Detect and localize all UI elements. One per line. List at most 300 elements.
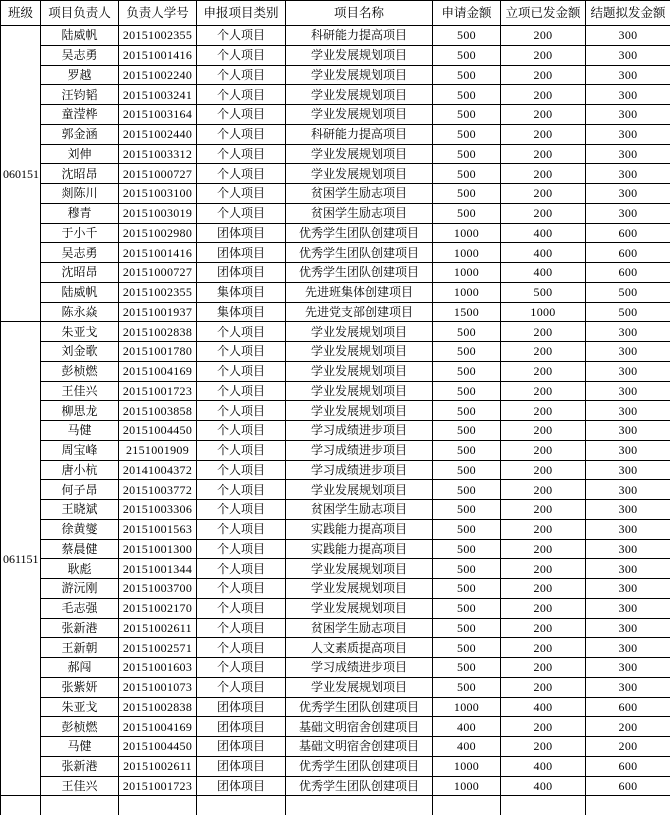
project-name-cell: 学业发展规划项目 — [286, 677, 433, 697]
category-cell: 个人项目 — [197, 500, 286, 520]
project-name-cell: 科研能力提高项目 — [286, 124, 433, 144]
final-amount-cell: 600 — [586, 697, 670, 717]
category-cell: 个人项目 — [197, 559, 286, 579]
table-row — [1, 519, 670, 539]
column-header-class: 班级 — [1, 1, 41, 26]
applied-amount-cell: 1500 — [433, 302, 501, 322]
table-row — [1, 124, 670, 144]
project-name-cell: 优秀学生团队创建项目 — [286, 697, 433, 717]
category-cell: 个人项目 — [197, 677, 286, 697]
final-amount-cell: 300 — [586, 124, 670, 144]
project-name-cell: 学业发展规划项目 — [286, 105, 433, 125]
project-name-cell: 实践能力提高项目 — [286, 539, 433, 559]
final-amount-cell: 300 — [586, 638, 670, 658]
project-name-cell: 学业发展规划项目 — [286, 65, 433, 85]
table-row — [1, 45, 670, 65]
issued-amount-cell: 400 — [501, 223, 586, 243]
student-id-cell: 20151000727 — [119, 263, 197, 283]
table-row — [1, 184, 670, 204]
applied-amount-cell: 1000 — [433, 697, 501, 717]
leader-cell: 朱亚戈 — [41, 322, 119, 342]
project-name-cell: 优秀学生团队创建项目 — [286, 776, 433, 796]
applied-amount-cell: 500 — [433, 638, 501, 658]
final-amount-cell: 300 — [586, 500, 670, 520]
applied-amount-cell: 500 — [433, 539, 501, 559]
student-id-cell: 20151000727 — [119, 164, 197, 184]
student-id-cell: 20151002571 — [119, 638, 197, 658]
applied-amount-cell: 500 — [433, 401, 501, 421]
student-id-cell: 20151004169 — [119, 361, 197, 381]
table-row — [1, 539, 670, 559]
class-cell: 060151 — [1, 26, 41, 322]
applied-amount-cell: 500 — [433, 184, 501, 204]
applied-amount-cell: 500 — [433, 361, 501, 381]
issued-amount-cell: 200 — [501, 618, 586, 638]
project-name-cell: 学习成绩进步项目 — [286, 460, 433, 480]
issued-amount-cell: 200 — [501, 460, 586, 480]
issued-amount-cell: 200 — [501, 717, 586, 737]
final-amount-cell: 200 — [586, 717, 670, 737]
leader-cell: 陆威帆 — [41, 282, 119, 302]
empty-cell — [41, 796, 119, 815]
project-name-cell: 学业发展规划项目 — [286, 45, 433, 65]
table-row — [1, 638, 670, 658]
final-amount-cell: 600 — [586, 223, 670, 243]
applied-amount-cell: 500 — [433, 105, 501, 125]
project-name-cell: 先进班集体创建项目 — [286, 282, 433, 302]
issued-amount-cell: 200 — [501, 45, 586, 65]
student-id-cell: 2151001909 — [119, 440, 197, 460]
issued-amount-cell: 200 — [501, 164, 586, 184]
applied-amount-cell: 500 — [433, 45, 501, 65]
project-name-cell: 人文素质提高项目 — [286, 638, 433, 658]
project-name-cell: 学业发展规划项目 — [286, 598, 433, 618]
final-amount-cell: 300 — [586, 105, 670, 125]
student-id-cell: 20151001416 — [119, 45, 197, 65]
project-name-cell: 科研能力提高项目 — [286, 26, 433, 46]
final-amount-cell: 300 — [586, 184, 670, 204]
category-cell: 个人项目 — [197, 203, 286, 223]
issued-amount-cell: 200 — [501, 440, 586, 460]
empty-cell — [119, 796, 197, 815]
leader-cell: 毛志强 — [41, 598, 119, 618]
student-id-cell: 20151001723 — [119, 381, 197, 401]
table-row — [1, 65, 670, 85]
project-name-cell: 先进党支部创建项目 — [286, 302, 433, 322]
applied-amount-cell: 500 — [433, 480, 501, 500]
category-cell: 个人项目 — [197, 381, 286, 401]
category-cell: 团体项目 — [197, 717, 286, 737]
student-id-cell: 20151001073 — [119, 677, 197, 697]
issued-amount-cell: 200 — [501, 184, 586, 204]
table-row — [1, 440, 670, 460]
issued-amount-cell: 200 — [501, 480, 586, 500]
column-header-issued: 立项已发金额 — [501, 1, 586, 26]
column-header-student-id: 负责人学号 — [119, 1, 197, 26]
category-cell: 团体项目 — [197, 756, 286, 776]
student-id-cell: 20151004450 — [119, 737, 197, 757]
final-amount-cell: 300 — [586, 598, 670, 618]
project-name-cell: 学业发展规划项目 — [286, 361, 433, 381]
student-id-cell: 20151003858 — [119, 401, 197, 421]
table-row — [1, 263, 670, 283]
empty-cell — [501, 796, 586, 815]
applied-amount-cell: 500 — [433, 440, 501, 460]
leader-cell: 沈昭昂 — [41, 164, 119, 184]
column-header-applied: 申请金额 — [433, 1, 501, 26]
project-name-cell: 学习成绩进步项目 — [286, 421, 433, 441]
leader-cell: 陆威帆 — [41, 26, 119, 46]
project-name-cell: 优秀学生团队创建项目 — [286, 263, 433, 283]
category-cell: 个人项目 — [197, 579, 286, 599]
empty-cell — [1, 796, 41, 815]
project-name-cell: 基础文明宿舍创建项目 — [286, 737, 433, 757]
project-name-cell: 基础文明宿舍创建项目 — [286, 717, 433, 737]
table-row — [1, 203, 670, 223]
final-amount-cell: 300 — [586, 26, 670, 46]
student-id-cell: 20151001723 — [119, 776, 197, 796]
final-amount-cell: 300 — [586, 45, 670, 65]
issued-amount-cell: 200 — [501, 598, 586, 618]
leader-cell: 王佳兴 — [41, 776, 119, 796]
category-cell: 个人项目 — [197, 539, 286, 559]
issued-amount-cell: 200 — [501, 144, 586, 164]
student-id-cell: 20151003772 — [119, 480, 197, 500]
project-name-cell: 贫困学生励志项目 — [286, 500, 433, 520]
category-cell: 个人项目 — [197, 342, 286, 362]
issued-amount-cell: 200 — [501, 519, 586, 539]
leader-cell: 张新港 — [41, 618, 119, 638]
final-amount-cell: 300 — [586, 401, 670, 421]
leader-cell: 张紫妍 — [41, 677, 119, 697]
applied-amount-cell: 500 — [433, 144, 501, 164]
table-row — [1, 697, 670, 717]
category-cell: 个人项目 — [197, 322, 286, 342]
applied-amount-cell: 1000 — [433, 776, 501, 796]
category-cell: 个人项目 — [197, 65, 286, 85]
table-row — [1, 144, 670, 164]
project-name-cell: 贫困学生励志项目 — [286, 618, 433, 638]
category-cell: 团体项目 — [197, 223, 286, 243]
column-header-category: 申报项目类别 — [197, 1, 286, 26]
leader-cell: 王佳兴 — [41, 381, 119, 401]
leader-cell: 王新朝 — [41, 638, 119, 658]
issued-amount-cell: 200 — [501, 322, 586, 342]
issued-amount-cell: 200 — [501, 85, 586, 105]
table-row — [1, 756, 670, 776]
project-name-cell: 学业发展规划项目 — [286, 85, 433, 105]
category-cell: 个人项目 — [197, 85, 286, 105]
applied-amount-cell: 500 — [433, 559, 501, 579]
table-row — [1, 342, 670, 362]
category-cell: 个人项目 — [197, 460, 286, 480]
student-id-cell: 20151002980 — [119, 223, 197, 243]
applied-amount-cell: 500 — [433, 381, 501, 401]
project-name-cell: 学业发展规划项目 — [286, 342, 433, 362]
issued-amount-cell: 400 — [501, 697, 586, 717]
leader-cell: 汪钧韬 — [41, 85, 119, 105]
table-row — [1, 579, 670, 599]
leader-cell: 罗越 — [41, 65, 119, 85]
student-id-cell: 20151001603 — [119, 658, 197, 678]
table-row — [1, 223, 670, 243]
applied-amount-cell: 1000 — [433, 756, 501, 776]
project-name-cell: 学业发展规划项目 — [286, 401, 433, 421]
final-amount-cell: 600 — [586, 756, 670, 776]
category-cell: 个人项目 — [197, 26, 286, 46]
leader-cell: 穆青 — [41, 203, 119, 223]
table-row — [1, 598, 670, 618]
table-row — [1, 243, 670, 263]
column-header-leader: 项目负责人 — [41, 1, 119, 26]
student-id-cell: 20151004169 — [119, 717, 197, 737]
student-id-cell: 20151002838 — [119, 322, 197, 342]
leader-cell: 耿彪 — [41, 559, 119, 579]
table-row — [1, 658, 670, 678]
student-id-cell: 20151003100 — [119, 184, 197, 204]
leader-cell: 张新港 — [41, 756, 119, 776]
final-amount-cell: 300 — [586, 480, 670, 500]
table-row — [1, 500, 670, 520]
category-cell: 个人项目 — [197, 638, 286, 658]
applied-amount-cell: 500 — [433, 203, 501, 223]
applied-amount-cell: 500 — [433, 26, 501, 46]
table-row — [1, 776, 670, 796]
category-cell: 个人项目 — [197, 658, 286, 678]
category-cell: 个人项目 — [197, 598, 286, 618]
applied-amount-cell: 400 — [433, 737, 501, 757]
table-row — [1, 677, 670, 697]
leader-cell: 剡陈川 — [41, 184, 119, 204]
final-amount-cell: 300 — [586, 203, 670, 223]
applied-amount-cell: 500 — [433, 500, 501, 520]
final-amount-cell: 300 — [586, 440, 670, 460]
leader-cell: 郝闯 — [41, 658, 119, 678]
applied-amount-cell: 1000 — [433, 223, 501, 243]
issued-amount-cell: 200 — [501, 677, 586, 697]
final-amount-cell: 300 — [586, 322, 670, 342]
student-id-cell: 20151002355 — [119, 282, 197, 302]
category-cell: 个人项目 — [197, 184, 286, 204]
issued-amount-cell: 200 — [501, 638, 586, 658]
student-id-cell: 20151002611 — [119, 756, 197, 776]
leader-cell: 周宝峰 — [41, 440, 119, 460]
student-id-cell: 20151002838 — [119, 697, 197, 717]
category-cell: 团体项目 — [197, 243, 286, 263]
category-cell: 个人项目 — [197, 440, 286, 460]
leader-cell: 刘金歌 — [41, 342, 119, 362]
applied-amount-cell: 500 — [433, 519, 501, 539]
issued-amount-cell: 200 — [501, 500, 586, 520]
leader-cell: 何子昂 — [41, 480, 119, 500]
table-row — [1, 105, 670, 125]
issued-amount-cell: 200 — [501, 342, 586, 362]
issued-amount-cell: 400 — [501, 776, 586, 796]
category-cell: 个人项目 — [197, 361, 286, 381]
category-cell: 个人项目 — [197, 164, 286, 184]
final-amount-cell: 300 — [586, 618, 670, 638]
class-cell: 061151 — [1, 322, 41, 796]
issued-amount-cell: 200 — [501, 421, 586, 441]
issued-amount-cell: 200 — [501, 203, 586, 223]
applied-amount-cell: 500 — [433, 579, 501, 599]
table-row — [1, 361, 670, 381]
issued-amount-cell: 200 — [501, 737, 586, 757]
category-cell: 个人项目 — [197, 618, 286, 638]
project-name-cell: 优秀学生团队创建项目 — [286, 756, 433, 776]
final-amount-cell: 300 — [586, 421, 670, 441]
final-amount-cell: 300 — [586, 85, 670, 105]
issued-amount-cell: 200 — [501, 401, 586, 421]
project-name-cell: 优秀学生团队创建项目 — [286, 243, 433, 263]
final-amount-cell: 300 — [586, 361, 670, 381]
table-row — [1, 618, 670, 638]
student-id-cell: 20151001416 — [119, 243, 197, 263]
final-amount-cell: 300 — [586, 658, 670, 678]
applied-amount-cell: 1000 — [433, 263, 501, 283]
student-id-cell: 20151003241 — [119, 85, 197, 105]
category-cell: 个人项目 — [197, 421, 286, 441]
empty-cell — [286, 796, 433, 815]
partial-row — [1, 796, 670, 815]
leader-cell: 童滢桦 — [41, 105, 119, 125]
final-amount-cell: 300 — [586, 579, 670, 599]
issued-amount-cell: 200 — [501, 579, 586, 599]
table-row — [1, 322, 670, 342]
project-name-cell: 学业发展规划项目 — [286, 164, 433, 184]
applied-amount-cell: 1000 — [433, 243, 501, 263]
project-name-cell: 学业发展规划项目 — [286, 381, 433, 401]
student-id-cell: 20151002611 — [119, 618, 197, 638]
leader-cell: 吴志勇 — [41, 45, 119, 65]
final-amount-cell: 300 — [586, 677, 670, 697]
issued-amount-cell: 200 — [501, 105, 586, 125]
final-amount-cell: 300 — [586, 65, 670, 85]
project-name-cell: 实践能力提高项目 — [286, 519, 433, 539]
student-id-cell: 20151003312 — [119, 144, 197, 164]
project-name-cell: 学业发展规划项目 — [286, 480, 433, 500]
issued-amount-cell: 200 — [501, 381, 586, 401]
applied-amount-cell: 500 — [433, 342, 501, 362]
leader-cell: 朱亚戈 — [41, 697, 119, 717]
project-name-cell: 贫困学生励志项目 — [286, 184, 433, 204]
leader-cell: 马健 — [41, 421, 119, 441]
issued-amount-cell: 200 — [501, 65, 586, 85]
student-id-cell: 20151003306 — [119, 500, 197, 520]
issued-amount-cell: 200 — [501, 361, 586, 381]
applied-amount-cell: 500 — [433, 658, 501, 678]
table-row — [1, 717, 670, 737]
leader-cell: 王晓斌 — [41, 500, 119, 520]
table-row — [1, 282, 670, 302]
header-row — [1, 1, 670, 26]
table-row — [1, 401, 670, 421]
issued-amount-cell: 400 — [501, 263, 586, 283]
final-amount-cell: 600 — [586, 263, 670, 283]
column-header-final: 结题拟发金额 — [586, 1, 670, 26]
issued-amount-cell: 200 — [501, 559, 586, 579]
student-id-cell: 20151003164 — [119, 105, 197, 125]
table-row — [1, 737, 670, 757]
category-cell: 团体项目 — [197, 263, 286, 283]
leader-cell: 陈永焱 — [41, 302, 119, 322]
category-cell: 团体项目 — [197, 737, 286, 757]
final-amount-cell: 200 — [586, 737, 670, 757]
leader-cell: 游沅刚 — [41, 579, 119, 599]
empty-cell — [197, 796, 286, 815]
applied-amount-cell: 500 — [433, 85, 501, 105]
applied-amount-cell: 500 — [433, 124, 501, 144]
project-name-cell: 贫困学生励志项目 — [286, 203, 433, 223]
project-name-cell: 优秀学生团队创建项目 — [286, 223, 433, 243]
issued-amount-cell: 200 — [501, 124, 586, 144]
leader-cell: 马健 — [41, 737, 119, 757]
leader-cell: 徐黄燮 — [41, 519, 119, 539]
student-id-cell: 20151002440 — [119, 124, 197, 144]
student-id-cell: 20151002355 — [119, 26, 197, 46]
leader-cell: 柳思龙 — [41, 401, 119, 421]
leader-cell: 于小千 — [41, 223, 119, 243]
final-amount-cell: 300 — [586, 144, 670, 164]
leader-cell: 蔡晨健 — [41, 539, 119, 559]
table-row — [1, 26, 670, 46]
issued-amount-cell: 200 — [501, 26, 586, 46]
applied-amount-cell: 500 — [433, 65, 501, 85]
applied-amount-cell: 500 — [433, 164, 501, 184]
leader-cell: 吴志勇 — [41, 243, 119, 263]
issued-amount-cell: 1000 — [501, 302, 586, 322]
student-id-cell: 20151002240 — [119, 65, 197, 85]
applied-amount-cell: 500 — [433, 322, 501, 342]
issued-amount-cell: 200 — [501, 539, 586, 559]
category-cell: 个人项目 — [197, 105, 286, 125]
category-cell: 团体项目 — [197, 697, 286, 717]
leader-cell: 刘伸 — [41, 144, 119, 164]
applied-amount-cell: 500 — [433, 421, 501, 441]
leader-cell: 彭桢燃 — [41, 717, 119, 737]
applied-amount-cell: 500 — [433, 460, 501, 480]
final-amount-cell: 300 — [586, 460, 670, 480]
category-cell: 集体项目 — [197, 282, 286, 302]
final-amount-cell: 300 — [586, 559, 670, 579]
table-row — [1, 421, 670, 441]
leader-cell: 郭金涵 — [41, 124, 119, 144]
table-row — [1, 460, 670, 480]
final-amount-cell: 300 — [586, 381, 670, 401]
table-row — [1, 164, 670, 184]
student-id-cell: 20151004450 — [119, 421, 197, 441]
category-cell: 团体项目 — [197, 776, 286, 796]
student-id-cell: 20151001937 — [119, 302, 197, 322]
table-row — [1, 85, 670, 105]
final-amount-cell: 300 — [586, 342, 670, 362]
applied-amount-cell: 1000 — [433, 282, 501, 302]
category-cell: 个人项目 — [197, 144, 286, 164]
empty-cell — [586, 796, 670, 815]
student-id-cell: 20151001563 — [119, 519, 197, 539]
final-amount-cell: 500 — [586, 282, 670, 302]
table-row — [1, 559, 670, 579]
final-amount-cell: 500 — [586, 302, 670, 322]
project-name-cell: 学业发展规划项目 — [286, 559, 433, 579]
student-id-cell: 20151001344 — [119, 559, 197, 579]
final-amount-cell: 600 — [586, 243, 670, 263]
student-id-cell: 20151003019 — [119, 203, 197, 223]
category-cell: 集体项目 — [197, 302, 286, 322]
category-cell: 个人项目 — [197, 45, 286, 65]
student-id-cell: 20141004372 — [119, 460, 197, 480]
issued-amount-cell: 500 — [501, 282, 586, 302]
